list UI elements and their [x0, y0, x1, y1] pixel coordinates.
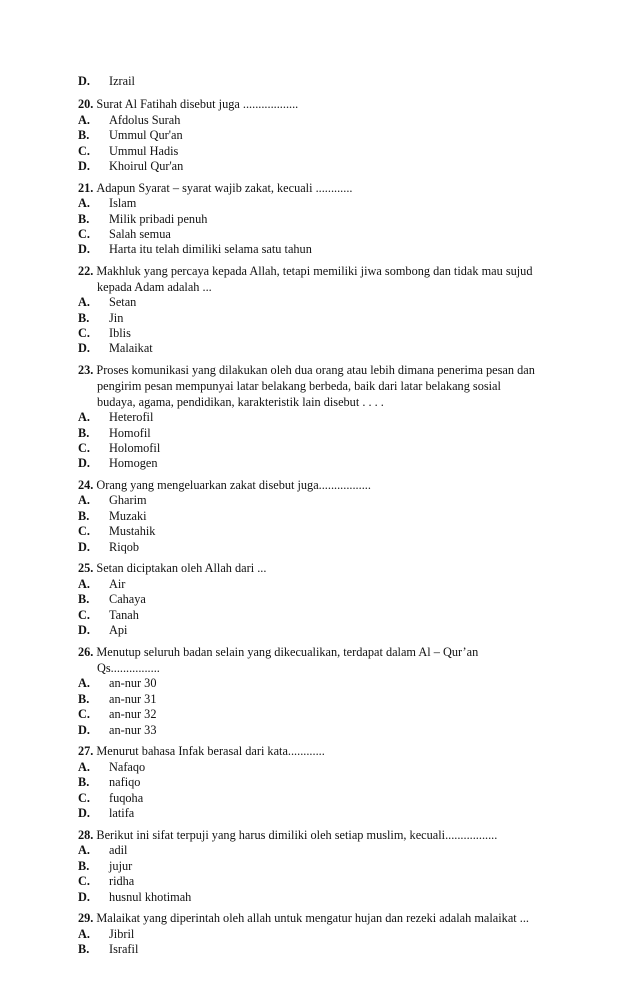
option-text: Jin [109, 311, 124, 325]
option-letter: C. [78, 326, 90, 340]
question-23 [78, 363, 535, 379]
option-text: Jibril [109, 927, 135, 941]
option-a [78, 927, 134, 943]
question-number: 26. [78, 645, 94, 659]
option-letter: B. [78, 859, 90, 873]
option-letter: D. [78, 806, 90, 820]
option-c [78, 441, 160, 457]
option-text: Mustahik [109, 524, 156, 538]
option-text: Homogen [109, 456, 158, 470]
option-text: Islam [109, 196, 137, 210]
option-letter: D. [78, 456, 90, 470]
question-text-continued: kepada Adam adalah ... [97, 280, 212, 294]
option-text: Ummul Qur'an [109, 128, 183, 142]
option-letter: D. [78, 540, 90, 554]
option-d [78, 74, 135, 90]
option-a [78, 196, 136, 212]
option-text: Afdolus Surah [109, 113, 181, 127]
option-d [78, 723, 156, 739]
question-text-continued: budaya, agama, pendidikan, karakteristik lain disebut . . . . [97, 395, 384, 409]
question-text: Proses komunikasi yang dilakukan oleh dua orang atau lebih dimana penerima pesan dan [96, 363, 535, 377]
question-number: 20. [78, 97, 94, 111]
option-letter: C. [78, 608, 90, 622]
question-24 [78, 478, 371, 494]
question-text: Malaikat yang diperintah oleh allah untuk mengatur hujan dan rezeki adalah malaikat ... [96, 911, 529, 925]
option-letter: C. [78, 524, 90, 538]
question-number: 23. [78, 363, 94, 377]
question-number: 21. [78, 181, 94, 195]
question-21 [78, 181, 352, 197]
option-text: latifa [109, 806, 135, 820]
option-letter: B. [78, 426, 90, 440]
option-d [78, 540, 139, 556]
option-letter: A. [78, 760, 90, 774]
question-number: 27. [78, 744, 94, 758]
option-c [78, 608, 139, 624]
question-number: 24. [78, 478, 94, 492]
option-text: Air [109, 577, 126, 591]
option-text: Nafaqo [109, 760, 146, 774]
option-c [78, 874, 134, 890]
question-number: 25. [78, 561, 94, 575]
option-text: Cahaya [109, 592, 146, 606]
option-letter: C. [78, 791, 90, 805]
option-letter: B. [78, 692, 90, 706]
option-letter: A. [78, 113, 90, 127]
question-number: 28. [78, 828, 94, 842]
option-text: ridha [109, 874, 135, 888]
option-letter: A. [78, 493, 90, 507]
option-text: husnul khotimah [109, 890, 192, 904]
option-letter: B. [78, 509, 90, 523]
option-letter: D. [78, 341, 90, 355]
option-text: Harta itu telah dimiliki selama satu tahun [109, 242, 312, 256]
option-letter: B. [78, 592, 90, 606]
question-text-continued: Qs................ [97, 661, 160, 675]
question-text: Menutup seluruh badan selain yang dikecualikan, terdapat dalam Al – Qur’an [96, 645, 479, 659]
option-a [78, 760, 145, 776]
option-c [78, 524, 155, 540]
option-c [78, 227, 171, 243]
question-20 [78, 97, 298, 113]
option-b [78, 212, 207, 228]
option-c [78, 791, 143, 807]
option-letter: A. [78, 676, 90, 690]
option-d [78, 806, 134, 822]
option-a [78, 113, 180, 129]
option-letter: C. [78, 144, 90, 158]
question-text: Berikut ini sifat terpuji yang harus dimiliki oleh setiap muslim, kecuali................. [96, 828, 498, 842]
option-text: Milik pribadi penuh [109, 212, 208, 226]
option-letter: B. [78, 311, 90, 325]
option-d [78, 341, 153, 357]
option-b [78, 311, 123, 327]
option-text: Muzaki [109, 509, 147, 523]
option-text: nafiqo [109, 775, 141, 789]
option-b [78, 509, 147, 525]
option-c [78, 144, 178, 160]
question-text-continued: pengirim pesan mempunyai latar belakang berbeda, baik dari latar belakang sosial [97, 379, 501, 393]
option-text: Tanah [109, 608, 139, 622]
option-text: Api [109, 623, 128, 637]
option-b [78, 426, 151, 442]
option-letter: B. [78, 128, 90, 142]
option-a [78, 410, 153, 426]
option-b [78, 942, 138, 958]
question-number: 29. [78, 911, 94, 925]
option-b [78, 592, 146, 608]
option-letter: C. [78, 227, 90, 241]
question-text: Setan diciptakan oleh Allah dari ... [96, 561, 267, 575]
option-text: Israfil [109, 942, 139, 956]
question-text: Adapun Syarat – syarat wajib zakat, kecuali ............ [96, 181, 353, 195]
option-a [78, 493, 147, 509]
option-text: Riqob [109, 540, 140, 554]
option-d [78, 159, 183, 175]
option-letter: D. [78, 723, 90, 737]
option-text: an-nur 33 [109, 723, 157, 737]
question-29 [78, 911, 529, 927]
option-a [78, 843, 127, 859]
option-letter: B. [78, 942, 90, 956]
option-letter: C. [78, 874, 90, 888]
option-text: Gharim [109, 493, 147, 507]
option-text: Salah semua [109, 227, 171, 241]
option-letter: D. [78, 242, 90, 256]
option-c [78, 707, 156, 723]
option-letter: C. [78, 707, 90, 721]
option-letter: A. [78, 577, 90, 591]
option-letter: B. [78, 775, 90, 789]
option-letter: C. [78, 441, 90, 455]
option-letter: D. [78, 159, 90, 173]
option-b [78, 128, 183, 144]
option-text: an-nur 31 [109, 692, 157, 706]
question-number: 22. [78, 264, 94, 278]
question-28 [78, 828, 497, 844]
option-letter: A. [78, 410, 90, 424]
question-22 [78, 264, 532, 280]
option-a [78, 676, 156, 692]
option-text: adil [109, 843, 128, 857]
option-b [78, 859, 132, 875]
option-d [78, 623, 127, 639]
option-b [78, 692, 156, 708]
option-letter: A. [78, 196, 90, 210]
option-text: Iblis [109, 326, 131, 340]
option-d [78, 242, 312, 258]
option-letter: A. [78, 927, 90, 941]
question-27 [78, 744, 325, 760]
option-letter: D. [78, 74, 90, 88]
option-letter: D. [78, 890, 90, 904]
option-c [78, 326, 131, 342]
option-text: an-nur 30 [109, 676, 157, 690]
question-25 [78, 561, 266, 577]
option-text: Homofil [109, 426, 151, 440]
question-text: Surat Al Fatihah disebut juga .................. [96, 97, 299, 111]
question-26 [78, 645, 478, 661]
option-b [78, 775, 140, 791]
option-d [78, 456, 158, 472]
option-text: Izrail [109, 74, 135, 88]
option-text: Malaikat [109, 341, 153, 355]
option-a [78, 577, 125, 593]
question-text: Orang yang mengeluarkan zakat disebut juga................. [96, 478, 371, 492]
option-a [78, 295, 136, 311]
option-letter: A. [78, 843, 90, 857]
option-d [78, 890, 191, 906]
option-letter: B. [78, 212, 90, 226]
option-text: an-nur 32 [109, 707, 157, 721]
question-text: Makhluk yang percaya kepada Allah, tetapi memiliki jiwa sombong dan tidak mau sujud [96, 264, 533, 278]
option-text: Khoirul Qur'an [109, 159, 184, 173]
option-text: fuqoha [109, 791, 144, 805]
option-letter: D. [78, 623, 90, 637]
option-text: jujur [109, 859, 133, 873]
option-letter: A. [78, 295, 90, 309]
option-text: Ummul Hadis [109, 144, 179, 158]
question-text: Menurut bahasa Infak berasal dari kata............ [96, 744, 325, 758]
option-text: Setan [109, 295, 137, 309]
option-text: Holomofil [109, 441, 161, 455]
option-text: Heterofil [109, 410, 154, 424]
